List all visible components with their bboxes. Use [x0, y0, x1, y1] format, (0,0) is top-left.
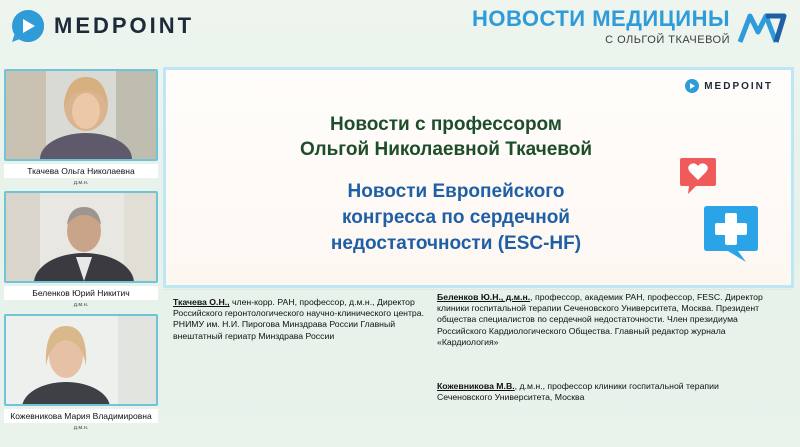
slide-heading-line-1: Новости с профессором — [330, 114, 562, 135]
slide-heading-line-2: Ольгой Николаевной Ткачевой — [299, 139, 593, 160]
speaker-degree-1: д.м.н. — [73, 180, 89, 186]
speaker-name-2: Беленков Юрий Никитич — [4, 286, 158, 300]
caption-belenkov-text: , профессор, академик РАН, профессор, FESC. Директор клиники госпитальной терапии Сеченовского Университета, Москва. Президент общества специалистов по сердечной недостаточности. Член президиума Российского Кардиологического Общества. Главный редактор журнала «Кардиология» — [437, 292, 763, 347]
show-subtitle: С ОЛЬГОЙ ТКАЧЕВОЙ — [605, 34, 730, 46]
medical-cross-bubble-icon — [702, 204, 760, 264]
caption-belenkov-name: Беленков Ю.Н., д.м.н. — [437, 292, 531, 302]
slide-topic-line-2: конгресса по сердечной — [342, 207, 570, 228]
caption-divider — [163, 289, 794, 290]
presentation-slide — [163, 67, 794, 288]
medpoint-logo-icon — [10, 8, 46, 44]
caption-kozhevnikova-name: Кожевникова М.В. — [437, 381, 515, 391]
slide-brand — [685, 79, 773, 93]
slide-topic-line-1: Новости Европейского — [347, 181, 565, 202]
slide-topic — [226, 179, 686, 257]
speaker-tile-2[interactable] — [4, 191, 158, 308]
show-title: НОВОСТИ МЕДИЦИНЫ — [472, 6, 730, 31]
speaker-tile-3[interactable] — [4, 314, 158, 431]
speaker-video-1 — [4, 69, 158, 161]
speaker-name-3: Кожевникова Мария Владимировна — [4, 409, 158, 423]
caption-kozhevnikova — [437, 381, 737, 403]
caption-tkacheva-name: Ткачева О.Н., — [173, 297, 230, 307]
speaker-video-2 — [4, 191, 158, 283]
slide-brand-name: MEDPOINT — [704, 80, 773, 92]
medpoint-mini-logo-icon — [685, 79, 699, 93]
caption-tkacheva — [173, 297, 428, 342]
brand-header — [10, 8, 194, 44]
brand-name: MEDPOINT — [54, 13, 195, 38]
caption-tkacheva-text: член-корр. РАН, профессор, д.м.н., Директор Российского геронтологического научно-клинического центра. РНИМУ им. Н.И. Пирогова Минздрава России Главный внештатный гериатр Минздрава России — [173, 297, 425, 341]
caption-kozhevnikova-text: , д.м.н., профессор клиники госпитальной терапии Сеченовского Университета, Москва — [437, 381, 719, 403]
caption-belenkov — [437, 292, 779, 348]
speaker-tile-1[interactable] — [4, 69, 158, 186]
show-title-block — [472, 6, 730, 46]
slide-heading — [226, 112, 666, 162]
speaker-degree-3: д.м.н. — [73, 425, 89, 431]
show-logo-icon — [736, 8, 788, 46]
speaker-name-1: Ткачева Ольга Николаевна — [4, 164, 158, 178]
speaker-degree-2: д.м.н. — [73, 302, 89, 308]
slide-topic-line-3: недостаточности (ESC-HF) — [330, 233, 582, 254]
speaker-video-3 — [4, 314, 158, 406]
heart-bubble-icon — [678, 156, 718, 196]
